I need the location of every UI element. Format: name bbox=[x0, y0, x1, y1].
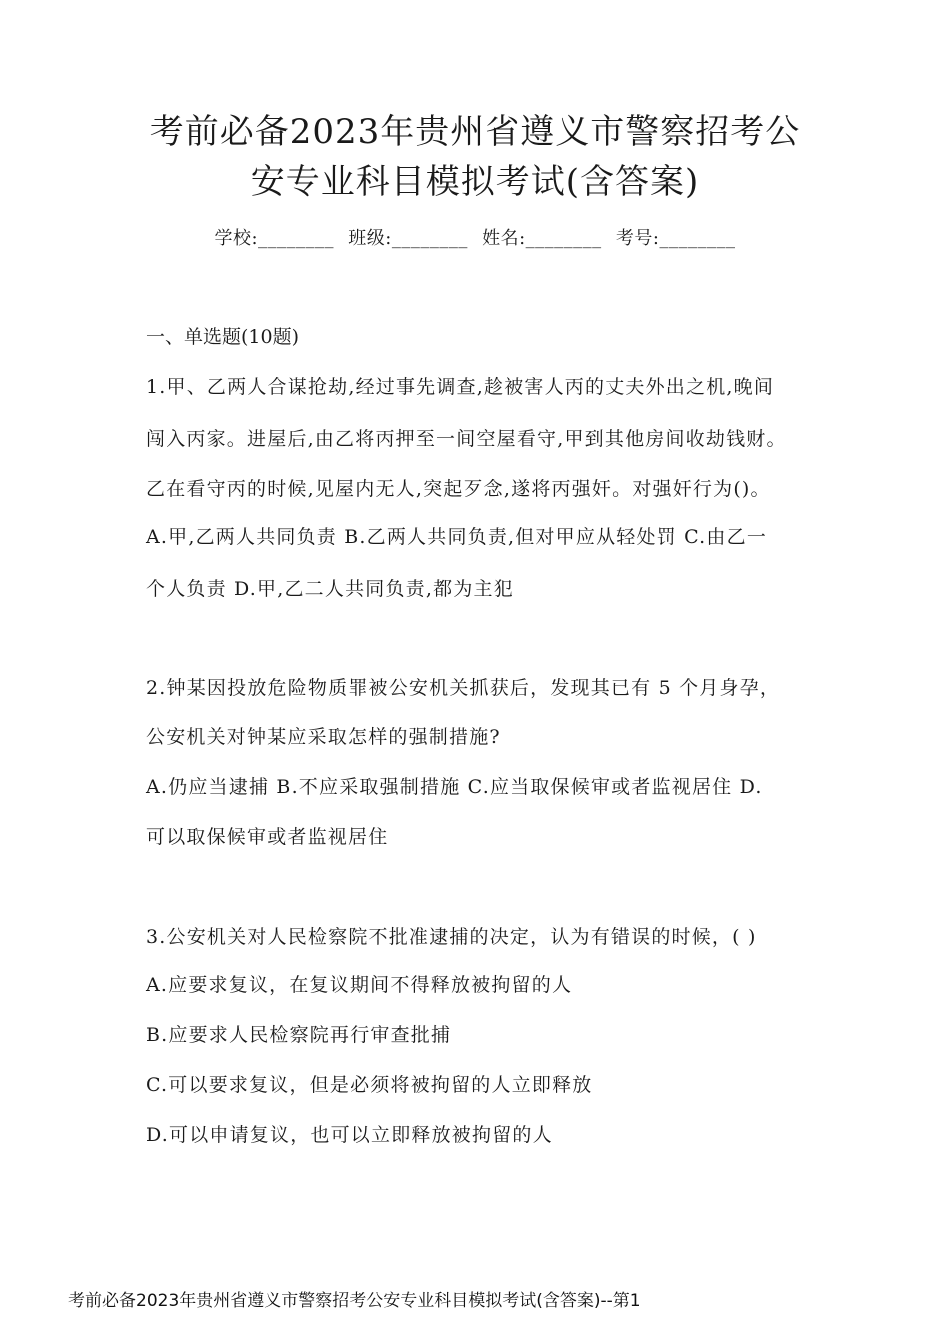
document-title-line-2: 安专业科目模拟考试(含答案) bbox=[250, 162, 700, 202]
exam-number-field: 考号:________ bbox=[615, 228, 736, 249]
page-footer: 考前必备2023年贵州省遵义市警察招考公安专业科目模拟考试(含答案)--第1 bbox=[68, 1291, 641, 1311]
answer-option-c: C.可以要求复议，但是必须将被拘留的人立即释放 bbox=[146, 1074, 593, 1096]
question-line: 3.公安机关对人民检察院不批准逮捕的决定，认为有错误的时候，( ) bbox=[146, 926, 757, 948]
question-line: 乙在看守丙的时候,见屋内无人,突起歹念,遂将丙强奸。对强奸行为()。 bbox=[146, 478, 771, 500]
answer-options-line: A.仍应当逮捕 B.不应采取强制措施 C.应当取保候审或者监视居住 D. bbox=[146, 776, 763, 798]
section-header: 一、单选题(10题) bbox=[146, 326, 300, 348]
name-field: 姓名:________ bbox=[482, 228, 602, 249]
question-line: 闯入丙家。进屋后,由乙将丙押至一间空屋看守,甲到其他房间收劫钱财。 bbox=[146, 428, 787, 450]
answer-option-a: A.应要求复议，在复议期间不得释放被拘留的人 bbox=[146, 974, 573, 996]
answer-option-b: B.应要求人民检察院再行审查批捕 bbox=[146, 1024, 452, 1046]
question-line: 公安机关对钟某应采取怎样的强制措施? bbox=[146, 726, 501, 748]
answer-options-line: 可以取保候审或者监视居住 bbox=[146, 826, 389, 848]
question-line: 2.钟某因投放危险物质罪被公安机关抓获后，发现其已有 5 个月身孕， bbox=[146, 677, 781, 699]
answer-option-d: D.可以申请复议，也可以立即释放被拘留的人 bbox=[146, 1124, 553, 1146]
answer-options-line: A.甲,乙两人共同负责 B.乙两人共同负责,但对甲应从轻处罚 C.由乙一 bbox=[146, 526, 768, 548]
school-field: 学校:________ bbox=[214, 228, 335, 249]
document-title-line-1: 考前必备2023年贵州省遵义市警察招考公 bbox=[149, 112, 801, 152]
class-field: 班级:________ bbox=[348, 228, 468, 249]
answer-options-line: 个人负责 D.甲,乙二人共同负责,都为主犯 bbox=[146, 578, 514, 600]
question-line: 1.甲、乙两人合谋抢劫,经过事先调查,趁被害人丙的丈夫外出之机,晚间 bbox=[146, 376, 775, 398]
student-info-row bbox=[0, 224, 950, 250]
